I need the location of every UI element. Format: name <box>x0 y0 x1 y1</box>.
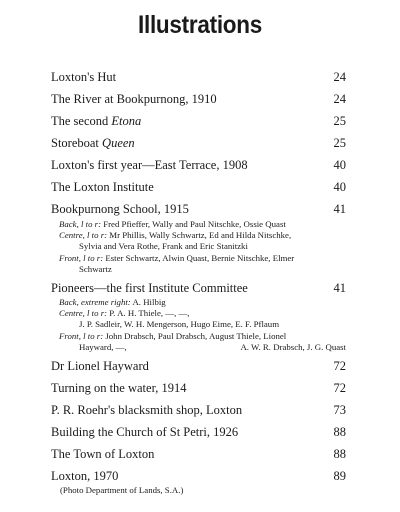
caption-key: Centre, l to r: <box>59 230 108 241</box>
illustrations-list <box>51 66 346 496</box>
entry-page: 73 <box>333 403 346 418</box>
list-item <box>51 381 346 396</box>
list-item <box>51 92 346 107</box>
list-item <box>51 281 346 296</box>
entry-page: 41 <box>333 281 346 296</box>
list-item <box>51 136 346 151</box>
entry-label: P. R. Roehr's blacksmith shop, Loxton <box>51 403 243 418</box>
caption-key: Centre, l to r: <box>59 308 108 319</box>
list-item <box>51 70 346 85</box>
list-item <box>51 469 346 484</box>
caption-key: Back, extreme right: <box>59 297 131 308</box>
entry-page: 72 <box>333 359 346 374</box>
entry-page: 25 <box>333 136 346 150</box>
entry-label: Turning on the water, 1914 <box>51 381 187 396</box>
caption-centre <box>51 308 346 330</box>
caption-continuation: Sylvia and Vera Rothe, Frank and Eric Stanitzki <box>79 241 248 252</box>
list-item <box>51 359 346 374</box>
entry-page: 24 <box>333 92 346 106</box>
entry-page: 40 <box>333 158 346 172</box>
list-item <box>51 447 346 462</box>
caption-continuation <box>59 342 346 353</box>
entry-page: 88 <box>333 447 346 462</box>
entry-label: Pioneers—the first Institute Committee <box>51 281 248 296</box>
entry-label-italic: Etona <box>111 114 142 128</box>
entry-page: 72 <box>333 381 346 396</box>
caption-continuation: Schwartz <box>79 263 112 274</box>
photo-credit: (Photo Department of Lands, S.A.) <box>60 485 184 496</box>
caption-centre <box>51 230 346 252</box>
entry-label <box>51 114 141 129</box>
caption-continuation-right: A. W. R. Drabsch, J. G. Quast <box>240 341 346 352</box>
page-title: Illustrations <box>137 11 263 39</box>
caption-text: A. Hilbig <box>130 297 166 308</box>
list-item <box>51 202 346 217</box>
caption-key: Front, l to r: <box>59 252 104 263</box>
entry-label: The Town of Loxton <box>51 447 155 462</box>
list-item <box>51 158 346 173</box>
entry-label-italic: Queen <box>102 136 135 150</box>
caption-key: Front, l to r: <box>59 330 104 341</box>
caption-text: P. A. H. Thiele, —, —, <box>107 308 190 319</box>
entry-page: 88 <box>333 425 346 440</box>
caption-continuation: J. P. Sadleir, W. H. Mengerson, Hugo Eime, E. F. Pflaum <box>79 319 280 330</box>
caption-text: John Drabsch, Paul Drabsch, August Thiele, Lionel <box>103 330 287 341</box>
entry-label <box>51 136 135 151</box>
caption-back <box>51 219 346 230</box>
caption-front <box>51 331 346 353</box>
entry-label: Loxton's Hut <box>51 70 117 84</box>
caption-front <box>51 253 346 275</box>
entry-page: 25 <box>333 114 346 128</box>
entry-label: The Loxton Institute <box>51 180 154 194</box>
list-item <box>51 425 346 440</box>
entry-page: 40 <box>333 180 346 194</box>
list-item <box>51 114 346 129</box>
entry-label: Bookpurnong School, 1915 <box>51 202 189 216</box>
entry-label-text: The second <box>51 114 112 128</box>
caption-key: Back, l to r: <box>59 219 102 229</box>
caption-continuation-left: Hayward, —, <box>79 341 127 352</box>
entry-label: The River at Bookpurnong, 1910 <box>51 92 217 106</box>
list-item <box>51 180 346 195</box>
entry-label: Loxton's first year—East Terrace, 1908 <box>51 158 248 172</box>
list-item <box>51 403 346 418</box>
entry-label: Building the Church of St Petri, 1926 <box>51 425 239 440</box>
entry-label: Loxton, 1970 <box>51 469 119 484</box>
entry-page: 89 <box>333 469 346 484</box>
entry-label-text: Storeboat <box>51 136 103 150</box>
entry-page: 41 <box>333 202 346 216</box>
caption-text: Mr Phillis, Wally Schwartz, Ed and Hilda Nitschke, <box>107 230 292 241</box>
entry-label: Dr Lionel Hayward <box>51 359 149 374</box>
caption-text: Ester Schwartz, Alwin Quast, Bernie Nitschke, Elmer <box>103 252 295 263</box>
caption-back <box>51 297 346 308</box>
caption-text: Fred Pfieffer, Wally and Paul Nitschke, Ossie Quast <box>101 219 286 229</box>
entry-page: 24 <box>333 70 346 84</box>
